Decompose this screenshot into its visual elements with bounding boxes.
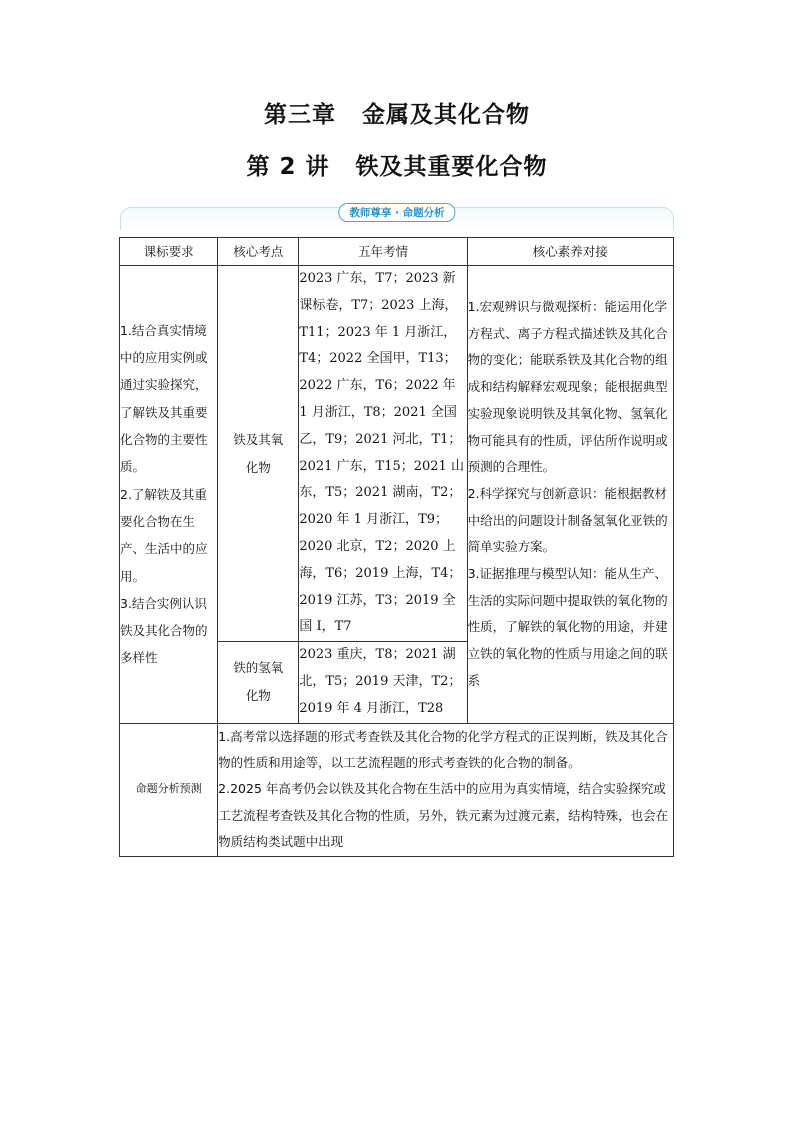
competency-item: 2.科学探究与创新意识：能根据教材中给出的问题设计制备氢氧化亚铁的简单实验方案。 xyxy=(467,485,668,555)
exam-history-cell: 2023 广东，T7；2023 新课标卷，T7；2023 上海，T11；2023 年 1 月浙江，T4；2022 全国甲，T13；2022 广东，T6；2022 年 1 月浙江，T8；2021 全国乙，T9；2021 河北，T1；2021 广东，T15；2021 山东，T5；2021 湖南，T2；2020 年 1 月浙江，T9；2020 北京，T2；2020 上海，T6；2019 上海，T4；2019 江苏，T3；2019 全国 Ⅰ，T7 xyxy=(299,266,467,642)
key-point-cell xyxy=(218,642,299,723)
exam-history-cell: 2023 重庆，T8；2021 湖北，T5；2019 天津，T2；2019 年 4 月浙江，T28 xyxy=(299,642,467,723)
requirement-item: 3.结合实例认识铁及其化合物的多样性 xyxy=(120,595,208,666)
lesson-name: 铁及其重要化合物 xyxy=(355,154,548,180)
chapter-number: 第三章 xyxy=(264,102,336,128)
prediction-item: 2.2025 年高考仍会以铁及其化合物在生活中的应用为真实情境，结合实验探究或工艺流程考查铁及其化合物的性质，另外，铁元素为过渡元素，结构特殊，也会在物质结构类试题中出现 xyxy=(218,781,669,850)
table-header-row xyxy=(120,238,674,266)
key-point-text: 铁的氢氧化物 xyxy=(233,660,284,704)
key-point-cell xyxy=(218,266,299,642)
chapter-name: 金属及其化合物 xyxy=(362,102,530,128)
header-exam-history: 五年考情 xyxy=(299,238,467,266)
competency-item: 3.证据推理与模型认知：能从生产、生活的实际问题中提取铁的氧化物的性质，了解铁的氧化物的用途，并建立铁的氧化物的性质与用途之间的联系 xyxy=(467,566,668,688)
header-key-point: 核心考点 xyxy=(218,238,299,266)
header-curriculum: 课标要求 xyxy=(120,238,218,266)
core-competencies xyxy=(467,266,673,724)
banner-label: 教师尊享 · 命题分析 xyxy=(338,203,455,222)
prediction-item: 1.高考常以选择题的形式考查铁及其化合物的化学方程式的正误判断，铁及其化合物的性质和用途等，以工艺流程题的形式考查铁的化合物的制备。 xyxy=(218,728,668,770)
table-row xyxy=(120,266,674,642)
lesson-number: 第 2 讲 xyxy=(246,154,330,180)
prediction-label: 命题分析预测 xyxy=(120,723,218,856)
analysis-table xyxy=(119,237,674,857)
prediction-cell xyxy=(218,723,674,856)
teacher-banner xyxy=(120,207,674,230)
chapter-title xyxy=(0,96,794,129)
table-row xyxy=(120,723,674,856)
curriculum-requirements xyxy=(120,266,218,724)
lesson-title xyxy=(0,148,794,181)
header-competency: 核心素养对接 xyxy=(467,238,673,266)
requirement-item: 2.了解铁及其重要化合物在生产、生活中的应用。 xyxy=(120,486,208,584)
requirement-item: 1.结合真实情境中的应用实例或通过实验探究，了解铁及其重要化合物的主要性质。 xyxy=(120,322,208,475)
key-point-text: 铁及其氧化物 xyxy=(233,431,284,475)
competency-item: 1.宏观辨识与微观探析：能运用化学方程式、离子方程式描述铁及其化合物的变化；能联系铁及其化合物的组成和结构解释宏观现象；能根据典型实验现象说明铁及其氧化物、氢氧化物可能具有的性质，评估所作说明或预测的合理性。 xyxy=(467,299,668,475)
